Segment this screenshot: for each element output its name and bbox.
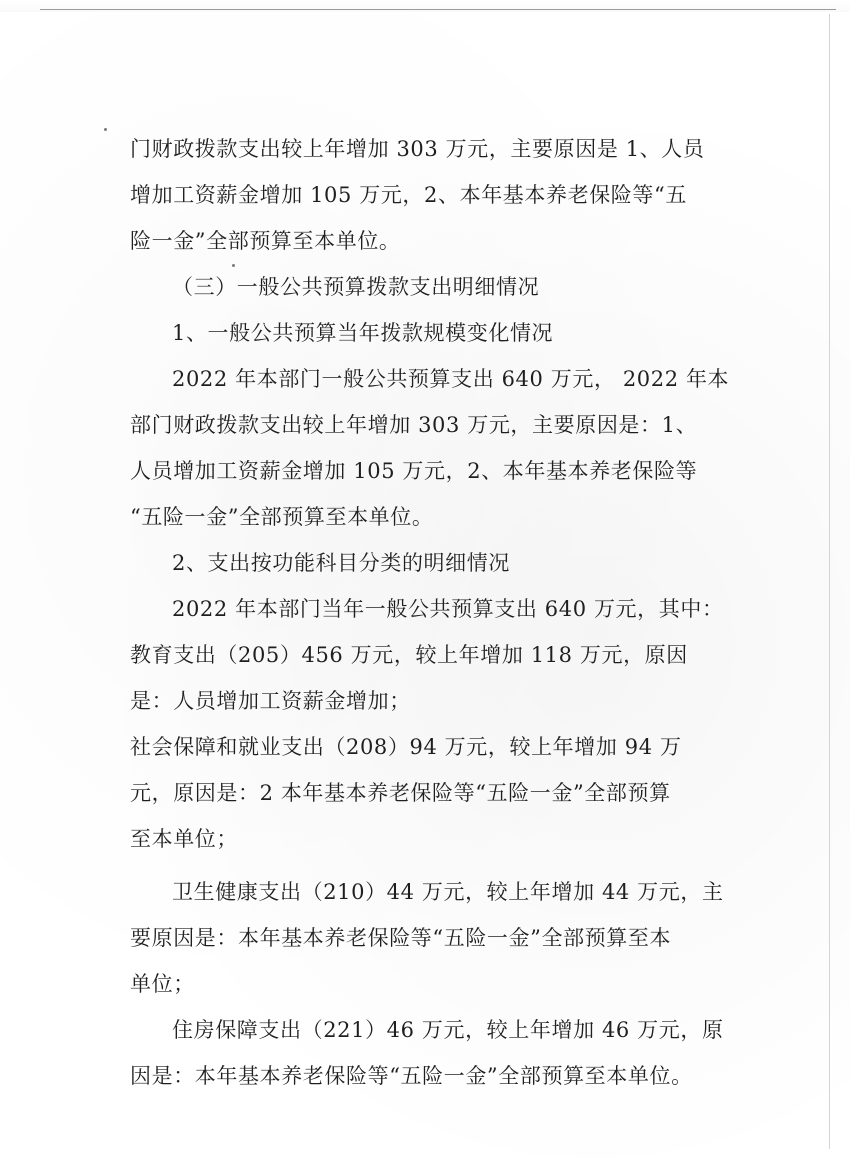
- body-line-6: 2022 年本部门一般公共预算支出 640 万元， 2022 年本: [172, 367, 730, 391]
- body-line-8: 人员增加工资薪金增加 105 万元，2、本年基本养老保险等: [130, 459, 698, 483]
- section-heading-3: （三）一般公共预算拨款支出明细情况: [172, 275, 540, 299]
- body-line-19: 单位；: [130, 972, 195, 996]
- subheading-1: 1、一般公共预算当年拨款规模变化情况: [172, 321, 554, 345]
- body-line-12: 教育支出（205）456 万元，较上年增加 118 万元，原因: [130, 643, 688, 667]
- body-line-13: 是：人员增加工资薪金增加；: [130, 689, 411, 713]
- body-line-14: 社会保障和就业支出（208）94 万元，较上年增加 94 万: [130, 735, 682, 759]
- scan-speck: [104, 128, 107, 131]
- body-line-9: “五险一金”全部预算至本单位。: [130, 505, 434, 529]
- body-line-1: 门财政拨款支出较上年增加 303 万元，主要原因是 1、人员: [130, 137, 705, 161]
- body-line-15: 元，原因是：2 本年基本养老保险等“五险一金”全部预算: [130, 781, 671, 805]
- body-line-3: 险一金”全部预算至本单位。: [130, 229, 401, 253]
- scan-right-border-line: [829, 14, 830, 1149]
- scan-top-edge: [0, 0, 850, 12]
- scan-top-border-line: [40, 9, 836, 10]
- body-line-16: 至本单位；: [130, 827, 238, 851]
- body-line-18: 要原因是：本年基本养老保险等“五险一金”全部预算至本: [130, 926, 672, 950]
- subheading-2: 2、支出按功能科目分类的明细情况: [172, 551, 510, 575]
- body-line-21: 因是：本年基本养老保险等“五险一金”全部预算至本单位。: [130, 1064, 693, 1088]
- body-line-20: 住房保障支出（221）46 万元，较上年增加 46 万元，原: [172, 1018, 724, 1042]
- body-line-2: 增加工资薪金增加 105 万元，2、本年基本养老保险等“五: [130, 183, 687, 207]
- body-line-7: 部门财政拨款支出较上年增加 303 万元，主要原因是：1、: [130, 413, 698, 437]
- body-line-17: 卫生健康支出（210）44 万元，较上年增加 44 万元，主: [172, 880, 724, 904]
- document-body: [130, 126, 730, 1099]
- body-line-11: 2022 年本部门当年一般公共预算支出 640 万元，其中：: [172, 597, 724, 621]
